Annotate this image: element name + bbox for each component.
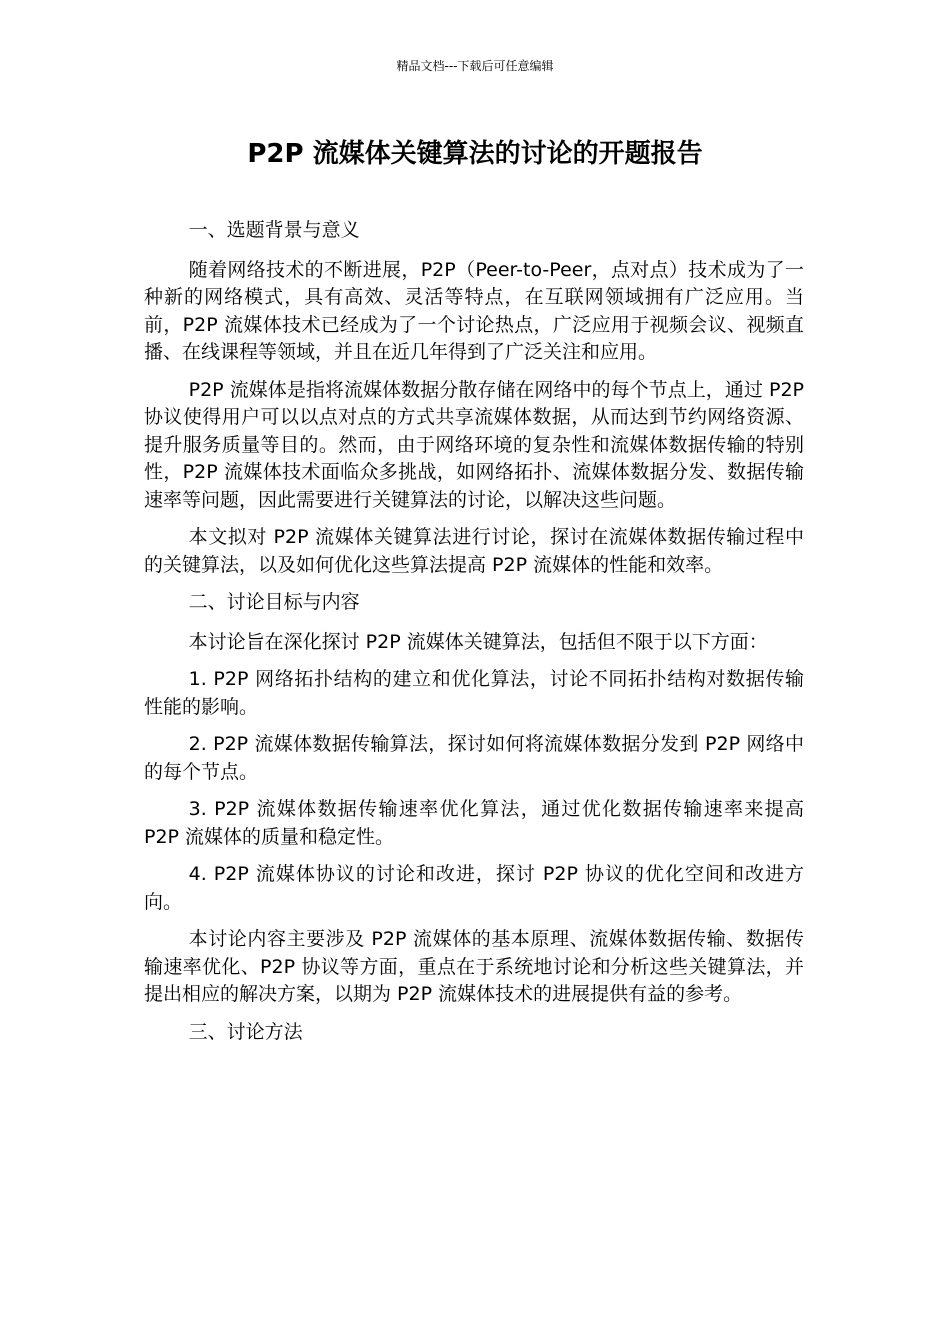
paragraph-goals-summary: 本讨论内容主要涉及 P2P 流媒体的基本原理、流媒体数据传输、数据传输速率优化、P2P 协议等方面，重点在于系统地讨论和分析这些关键算法，并提出相应的解决方案，以期为 P2P 流媒体技术的进展提供有益的参考。	[144, 928, 804, 1005]
paragraph-background-2: P2P 流媒体是指将流媒体数据分散存储在网络中的每个节点上，通过 P2P 协议使得用户可以以点对点的方式共享流媒体数据，从而达到节约网络资源、提升服务质量等目的。然而，由于网络环境的复杂性和流媒体数据传输的特别性，P2P 流媒体技术面临众多挑战，如网络拓扑、流媒体数据分发、数据传输速率等问题，因此需要进行关键算法的讨论，以解决这些问题。	[144, 378, 804, 511]
paragraph-background-1: 随着网络技术的不断进展，P2P（Peer-to-Peer，点对点）技术成为了一种新的网络模式，具有高效、灵活等特点，在互联网领域拥有广泛应用。当前，P2P 流媒体技术已经成为了一个讨论热点，广泛应用于视频会议、视频直播、在线课程等领域，并且在近几年得到了广泛关注和应用。	[144, 258, 804, 363]
list-item-2: 2. P2P 流媒体数据传输算法，探讨如何将流媒体数据分发到 P2P 网络中的每个节点。	[144, 733, 804, 783]
section-heading-goals: 二、讨论目标与内容	[188, 591, 360, 613]
document-body	[144, 217, 804, 1058]
list-item-4: 4. P2P 流媒体协议的讨论和改进，探讨 P2P 协议的优化空间和改进方向。	[144, 863, 804, 913]
list-item-3: 3. P2P 流媒体数据传输速率优化算法，通过优化数据传输速率来提高 P2P 流媒体的质量和稳定性。	[144, 798, 804, 848]
list-item-1: 1. P2P 网络拓扑结构的建立和优化算法，讨论不同拓扑结构对数据传输性能的影响。	[144, 668, 804, 718]
paragraph-background-3: 本文拟对 P2P 流媒体关键算法进行讨论，探讨在流媒体数据传输过程中的关键算法，以及如何优化这些算法提高 P2P 流媒体的性能和效率。	[144, 526, 804, 576]
section-heading-methods: 三、讨论方法	[188, 1020, 303, 1043]
header-note: 精品文档---下载后可任意编辑	[396, 59, 554, 73]
paragraph-goals-intro: 本讨论旨在深化探讨 P2P 流媒体关键算法，包括但不限于以下方面：	[188, 630, 768, 653]
document-title: P2P 流媒体关键算法的讨论的开题报告	[247, 139, 703, 169]
section-heading-background: 一、选题背景与意义	[188, 219, 360, 241]
